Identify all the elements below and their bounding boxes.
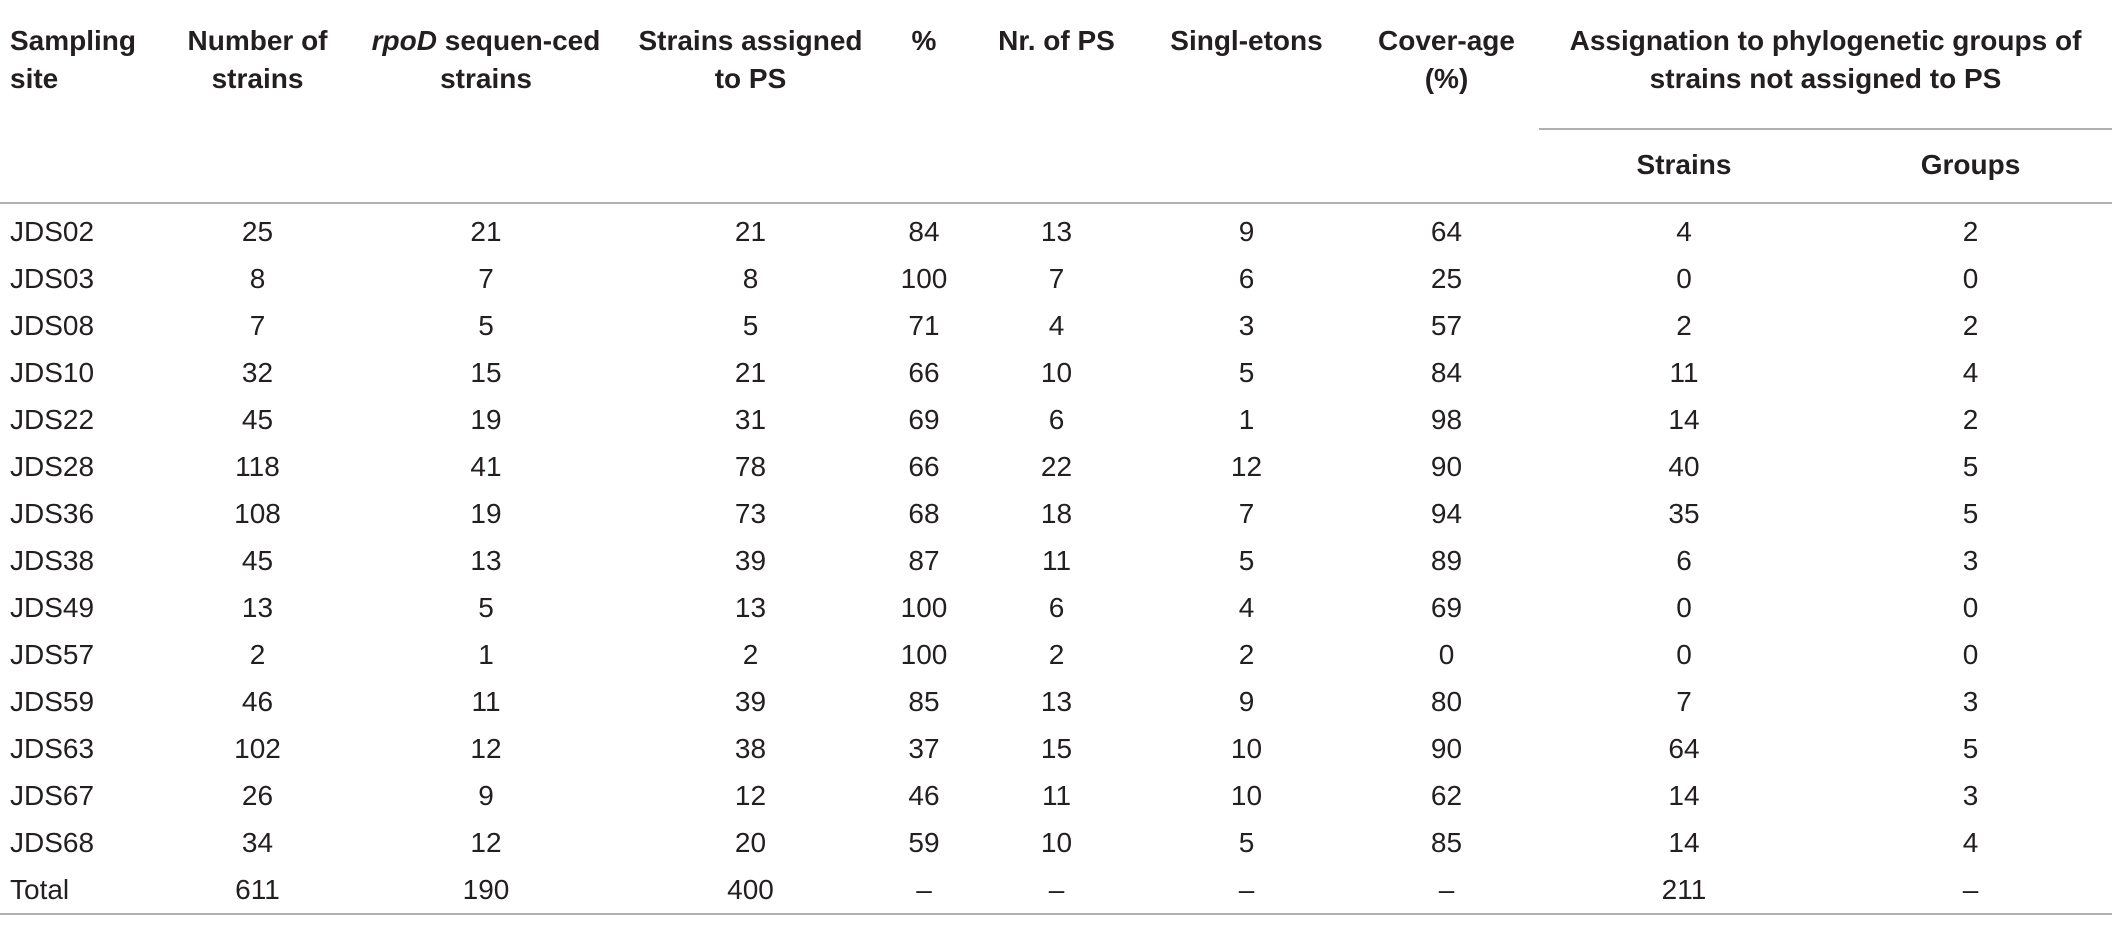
cell-coverage: 90 xyxy=(1430,451,1463,482)
table-row xyxy=(0,725,2112,772)
cell-singletons: 9 xyxy=(1238,686,1255,717)
cell-nr-of-ps: – xyxy=(974,866,1139,914)
cell-unassigned-groups: 5 xyxy=(1962,733,1979,764)
cell-percent: 68 xyxy=(908,498,940,529)
cell-unassigned-groups: 3 xyxy=(1962,545,1979,576)
cell-number-of-strains: 7 xyxy=(249,310,266,341)
cell-number-of-strains: 118 xyxy=(235,451,280,482)
cell-number-of-strains: 34 xyxy=(241,827,274,858)
cell-rpod-sequenced-strains: 13 xyxy=(470,545,502,576)
table-row xyxy=(0,631,2112,678)
cell-rpod-sequenced-strains: 11 xyxy=(471,686,501,717)
header-nr-of-ps: Nr. of PS xyxy=(998,25,1115,56)
cell-unassigned-groups: 0 xyxy=(1962,263,1979,294)
cell-coverage: 80 xyxy=(1430,686,1463,717)
header-coverage: Cover-age (%) xyxy=(1378,25,1515,94)
cell-unassigned-groups: 2 xyxy=(1962,216,1979,247)
cell-unassigned-groups: 0 xyxy=(1962,592,1979,623)
cell-singletons: 5 xyxy=(1238,357,1255,388)
cell-percent: 66 xyxy=(908,357,940,388)
cell-nr-of-ps: 4 xyxy=(1048,310,1065,341)
cell-rpod-sequenced-strains: 12 xyxy=(470,733,502,764)
cell-singletons: 10 xyxy=(1230,733,1263,764)
cell-unassigned-strains: 0 xyxy=(1676,639,1692,670)
cell-singletons: – xyxy=(1139,866,1354,914)
cell-strains-assigned-to-ps: 5 xyxy=(742,310,759,341)
cell-coverage: 89 xyxy=(1430,545,1463,576)
cell-unassigned-strains: 64 xyxy=(1668,733,1700,764)
cell-strains-assigned-to-ps: 38 xyxy=(734,733,767,764)
cell-sampling-site: JDS63 xyxy=(10,733,95,764)
cell-unassigned-groups: 3 xyxy=(1962,780,1979,811)
cell-number-of-strains: 102 xyxy=(234,733,281,764)
cell-unassigned-groups: – xyxy=(1829,866,2112,914)
cell-percent: 84 xyxy=(908,216,940,247)
cell-strains-assigned-to-ps: 39 xyxy=(734,545,767,576)
cell-coverage: – xyxy=(1354,866,1539,914)
cell-nr-of-ps: 22 xyxy=(1040,451,1073,482)
cell-coverage: 84 xyxy=(1430,357,1463,388)
cell-sampling-site: JDS36 xyxy=(10,498,95,529)
cell-strains-assigned-to-ps: 20 xyxy=(734,827,767,858)
cell-sampling-site: JDS57 xyxy=(10,639,95,670)
header-singletons: Singl-etons xyxy=(1170,25,1323,56)
cell-number-of-strains: 25 xyxy=(241,216,274,247)
cell-percent: 66 xyxy=(908,451,940,482)
cell-nr-of-ps: 13 xyxy=(1040,216,1073,247)
header-rpod-sequenced-strains xyxy=(345,10,627,203)
cell-unassigned-strains: 0 xyxy=(1676,592,1692,623)
cell-strains-assigned-to-ps: 31 xyxy=(734,404,767,435)
cell-percent: 100 xyxy=(900,639,948,670)
cell-strains-assigned-to-ps: 12 xyxy=(734,780,767,811)
cell-nr-of-ps: 6 xyxy=(1048,592,1065,623)
cell-strains-assigned-to-ps: 8 xyxy=(742,263,759,294)
cell-unassigned-groups: 3 xyxy=(1962,686,1979,717)
table-row xyxy=(0,203,2112,255)
cell-unassigned-strains: 2 xyxy=(1676,310,1692,341)
table-row xyxy=(0,584,2112,631)
table-body xyxy=(0,203,2112,914)
cell-sampling-site: JDS22 xyxy=(10,404,95,435)
cell-rpod-sequenced-strains: 21 xyxy=(470,216,502,247)
cell-sampling-site: JDS38 xyxy=(10,545,95,576)
cell-singletons: 4 xyxy=(1238,592,1255,623)
cell-sampling-site: JDS28 xyxy=(10,451,95,482)
cell-number-of-strains: 45 xyxy=(241,545,274,576)
cell-singletons: 9 xyxy=(1238,216,1255,247)
cell-nr-of-ps: 7 xyxy=(1048,263,1065,294)
cell-nr-of-ps: 10 xyxy=(1040,357,1073,388)
cell-coverage: 0 xyxy=(1438,639,1455,670)
cell-sampling-site: Total xyxy=(0,866,170,914)
cell-unassigned-groups: 4 xyxy=(1962,827,1979,858)
cell-number-of-strains: 26 xyxy=(241,780,274,811)
cell-percent: 46 xyxy=(908,780,940,811)
cell-coverage: 90 xyxy=(1430,733,1463,764)
cell-number-of-strains: 611 xyxy=(170,866,345,914)
cell-singletons: 12 xyxy=(1230,451,1263,482)
table-row xyxy=(0,678,2112,725)
cell-strains-assigned-to-ps: 78 xyxy=(734,451,767,482)
cell-singletons: 7 xyxy=(1238,498,1255,529)
cell-number-of-strains: 2 xyxy=(249,639,266,670)
cell-singletons: 6 xyxy=(1238,263,1255,294)
table-row xyxy=(0,537,2112,584)
cell-unassigned-strains: 6 xyxy=(1676,545,1692,576)
cell-unassigned-groups: 2 xyxy=(1962,310,1979,341)
cell-singletons: 5 xyxy=(1238,827,1255,858)
cell-percent: 100 xyxy=(900,592,948,623)
cell-rpod-sequenced-strains: 5 xyxy=(478,310,494,341)
cell-percent: 87 xyxy=(908,545,940,576)
cell-nr-of-ps: 18 xyxy=(1040,498,1073,529)
cell-percent: 69 xyxy=(908,404,940,435)
table-row xyxy=(0,490,2112,537)
cell-singletons: 10 xyxy=(1230,780,1263,811)
cell-sampling-site: JDS49 xyxy=(10,592,95,623)
cell-strains-assigned-to-ps: 73 xyxy=(734,498,767,529)
cell-unassigned-strains: 14 xyxy=(1668,827,1700,858)
cell-unassigned-strains: 0 xyxy=(1676,263,1692,294)
table-row xyxy=(0,443,2112,490)
cell-percent: 59 xyxy=(908,827,940,858)
table-row xyxy=(0,255,2112,302)
cell-unassigned-strains: 40 xyxy=(1668,451,1700,482)
cell-unassigned-strains: 211 xyxy=(1539,866,1829,914)
cell-rpod-sequenced-strains: 41 xyxy=(470,451,502,482)
cell-rpod-sequenced-strains: 15 xyxy=(470,357,502,388)
table-row xyxy=(0,302,2112,349)
cell-rpod-sequenced-strains: 19 xyxy=(470,498,502,529)
cell-percent: 85 xyxy=(908,686,940,717)
cell-sampling-site: JDS02 xyxy=(10,216,95,247)
cell-nr-of-ps: 15 xyxy=(1040,733,1073,764)
table-row-total xyxy=(0,866,2112,914)
cell-strains-assigned-to-ps: 2 xyxy=(742,639,759,670)
cell-number-of-strains: 108 xyxy=(234,498,281,529)
cell-coverage: 64 xyxy=(1430,216,1463,247)
header-rpod-gene-name: rpoD xyxy=(371,25,437,56)
cell-unassigned-strains: 35 xyxy=(1668,498,1700,529)
cell-strains-assigned-to-ps: 13 xyxy=(734,592,767,623)
cell-unassigned-strains: 7 xyxy=(1676,686,1692,717)
cell-singletons: 2 xyxy=(1238,639,1255,670)
cell-rpod-sequenced-strains: 19 xyxy=(470,404,502,435)
cell-unassigned-groups: 0 xyxy=(1962,639,1979,670)
table-row xyxy=(0,396,2112,443)
cell-sampling-site: JDS03 xyxy=(10,263,95,294)
table-row xyxy=(0,819,2112,866)
cell-percent: 37 xyxy=(908,733,940,764)
cell-sampling-site: JDS68 xyxy=(10,827,95,858)
header-percent: % xyxy=(911,25,937,56)
header-number-of-strains: Number of strains xyxy=(187,25,328,94)
cell-unassigned-groups: 5 xyxy=(1962,498,1979,529)
cell-strains-assigned-to-ps: 21 xyxy=(734,216,767,247)
cell-rpod-sequenced-strains: 7 xyxy=(478,263,494,294)
cell-sampling-site: JDS59 xyxy=(10,686,95,717)
cell-rpod-sequenced-strains: 12 xyxy=(470,827,502,858)
cell-unassigned-groups: 4 xyxy=(1962,357,1979,388)
cell-coverage: 25 xyxy=(1430,263,1463,294)
table-row xyxy=(0,772,2112,819)
cell-rpod-sequenced-strains: 1 xyxy=(478,639,494,670)
cell-coverage: 94 xyxy=(1430,498,1463,529)
cell-coverage: 62 xyxy=(1430,780,1463,811)
cell-nr-of-ps: 6 xyxy=(1048,404,1065,435)
cell-unassigned-groups: 5 xyxy=(1962,451,1979,482)
cell-percent: 71 xyxy=(908,310,940,341)
cell-coverage: 57 xyxy=(1430,310,1463,341)
subheader-strains: Strains xyxy=(1636,149,1732,180)
table-row xyxy=(0,349,2112,396)
cell-strains-assigned-to-ps: 21 xyxy=(734,357,767,388)
cell-number-of-strains: 46 xyxy=(241,686,274,717)
cell-coverage: 69 xyxy=(1430,592,1463,623)
cell-number-of-strains: 32 xyxy=(241,357,274,388)
cell-nr-of-ps: 11 xyxy=(1041,780,1072,811)
header-assignation-groups: Assignation to phylogenetic groups of strains not assigned to PS xyxy=(1539,10,2112,129)
subheader-groups: Groups xyxy=(1920,149,2021,180)
cell-unassigned-strains: 14 xyxy=(1668,404,1700,435)
cell-percent: – xyxy=(874,866,974,914)
cell-nr-of-ps: 10 xyxy=(1040,827,1073,858)
cell-number-of-strains: 45 xyxy=(241,404,274,435)
cell-rpod-sequenced-strains: 9 xyxy=(478,780,494,811)
cell-unassigned-groups: 2 xyxy=(1962,404,1979,435)
cell-number-of-strains: 8 xyxy=(249,263,266,294)
cell-unassigned-strains: 4 xyxy=(1676,216,1692,247)
cell-sampling-site: JDS10 xyxy=(10,357,95,388)
cell-nr-of-ps: 13 xyxy=(1040,686,1073,717)
strains-table xyxy=(0,10,2112,915)
cell-percent: 100 xyxy=(900,263,948,294)
cell-singletons: 5 xyxy=(1238,545,1255,576)
header-sampling-site: Sampling site xyxy=(10,25,137,94)
header-rpod-rest: sequen-ced strains xyxy=(436,25,601,94)
cell-coverage: 85 xyxy=(1430,827,1463,858)
cell-nr-of-ps: 11 xyxy=(1041,545,1072,576)
cell-sampling-site: JDS67 xyxy=(10,780,95,811)
cell-strains-assigned-to-ps: 39 xyxy=(734,686,767,717)
cell-number-of-strains: 13 xyxy=(241,592,274,623)
cell-nr-of-ps: 2 xyxy=(1048,639,1065,670)
cell-coverage: 98 xyxy=(1430,404,1463,435)
cell-unassigned-strains: 11 xyxy=(1669,357,1699,388)
header-strains-assigned-to-ps: Strains assigned to PS xyxy=(638,25,863,94)
cell-unassigned-strains: 14 xyxy=(1668,780,1700,811)
cell-singletons: 1 xyxy=(1238,404,1255,435)
cell-rpod-sequenced-strains: 190 xyxy=(345,866,627,914)
cell-singletons: 3 xyxy=(1238,310,1255,341)
cell-sampling-site: JDS08 xyxy=(10,310,95,341)
cell-strains-assigned-to-ps: 400 xyxy=(627,866,874,914)
cell-rpod-sequenced-strains: 5 xyxy=(478,592,494,623)
